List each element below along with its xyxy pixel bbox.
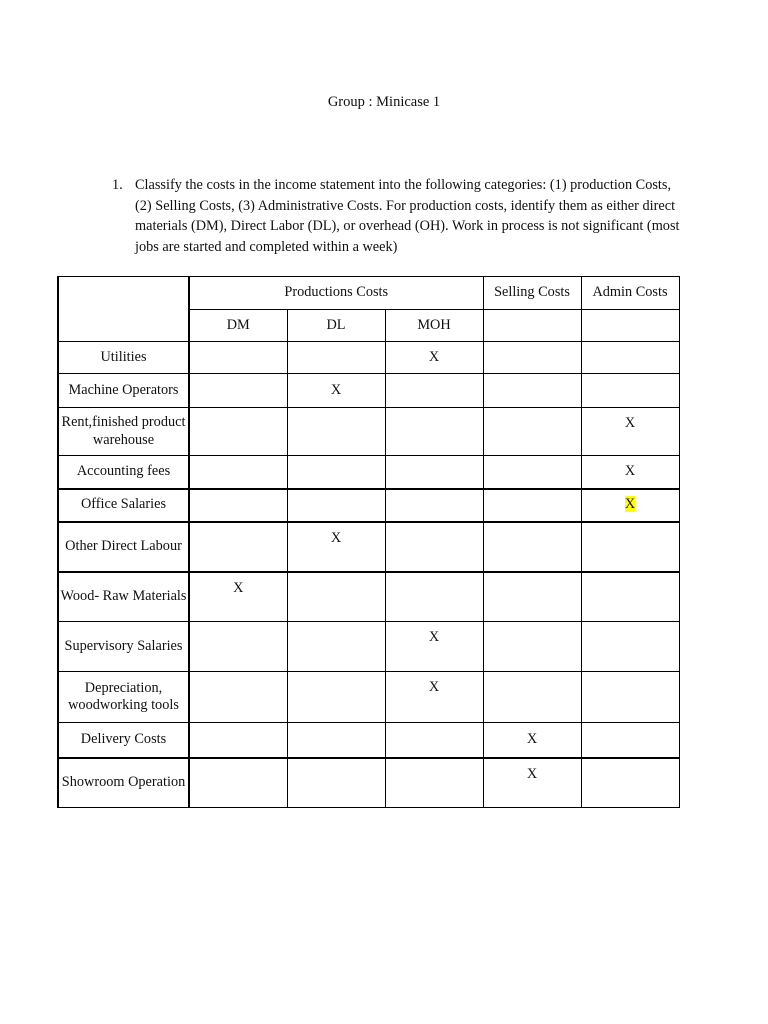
table-row: [58, 456, 679, 489]
row-label: Supervisory Salaries: [58, 622, 189, 672]
page-title: Group : Minicase 1: [327, 94, 441, 110]
row-label: Wood- Raw Materials: [58, 572, 189, 622]
subheader-moh: MOH: [385, 310, 483, 342]
cell-dl: [287, 489, 385, 522]
header-selling-costs: Selling Costs: [483, 277, 581, 310]
cell-admin: [581, 522, 679, 572]
cell-admin: X: [581, 408, 679, 456]
cell-admin: [581, 622, 679, 672]
cell-admin: [581, 489, 679, 522]
subheader-admin-empty: [581, 310, 679, 342]
cell-dl: [287, 456, 385, 489]
row-label: Other Direct Labour: [58, 522, 189, 572]
cell-moh: X: [385, 342, 483, 374]
table-header-row: [58, 277, 679, 310]
cell-dm: [189, 723, 287, 758]
row-label: Office Salaries: [58, 489, 189, 522]
cell-dm: [189, 342, 287, 374]
row-label: Depreciation, woodworking tools: [58, 672, 189, 723]
cell-selling: [483, 622, 581, 672]
cell-admin: [581, 342, 679, 374]
question-number: 1.: [112, 177, 123, 193]
cell-dl: [287, 342, 385, 374]
cell-dm: [189, 456, 287, 489]
cell-moh: [385, 408, 483, 456]
table-row: [58, 408, 679, 456]
cell-dm: [189, 374, 287, 408]
row-label: Rent,finished product warehouse: [58, 408, 189, 456]
cell-selling: [483, 408, 581, 456]
cell-selling: [483, 374, 581, 408]
cell-dl: [287, 723, 385, 758]
cell-admin: [581, 723, 679, 758]
cell-selling: [483, 672, 581, 723]
cell-dm: [189, 522, 287, 572]
cell-dm: X: [189, 572, 287, 622]
table-row: [58, 758, 679, 808]
cell-selling: [483, 522, 581, 572]
cell-moh: [385, 374, 483, 408]
cost-classification-table: [57, 276, 680, 808]
cell-moh: X: [385, 622, 483, 672]
cell-admin: [581, 758, 679, 808]
table-row: [58, 672, 679, 723]
header-corner-cell: [58, 277, 189, 342]
table-row: [58, 723, 679, 758]
table-row: [58, 522, 679, 572]
cell-dm: [189, 672, 287, 723]
cell-dl: X: [287, 374, 385, 408]
row-label: Utilities: [58, 342, 189, 374]
table-row: [58, 374, 679, 408]
cell-admin: [581, 374, 679, 408]
cell-dm: [189, 622, 287, 672]
cell-selling: [483, 489, 581, 522]
cell-moh: [385, 456, 483, 489]
cell-moh: [385, 758, 483, 808]
cell-selling: [483, 456, 581, 489]
cell-dl: [287, 408, 385, 456]
cell-admin: [581, 572, 679, 622]
cell-dl: [287, 758, 385, 808]
subheader-dl: DL: [287, 310, 385, 342]
cell-dl: [287, 622, 385, 672]
cell-moh: X: [385, 672, 483, 723]
cell-selling: [483, 572, 581, 622]
cell-admin: [581, 672, 679, 723]
cell-dm: [189, 489, 287, 522]
row-label: Delivery Costs: [58, 723, 189, 758]
question-text: Classify the costs in the income statement into the following categories: (1) production Costs, (2) Selling Costs, (3) Administrative Costs. For production costs, identify them as either direct materials (DM), Direct Labor (DL), or overhead (OH). Work in process is not significant (most jobs are started and completed within a week): [135, 177, 680, 255]
subheader-selling-empty: [483, 310, 581, 342]
header-production-costs: Productions Costs: [189, 277, 483, 310]
cell-dm: [189, 758, 287, 808]
table-row: [58, 489, 679, 522]
table-row: [58, 622, 679, 672]
cell-moh: [385, 572, 483, 622]
cell-moh: [385, 489, 483, 522]
cell-moh: [385, 723, 483, 758]
table-row: [58, 572, 679, 622]
highlighted-mark: X: [624, 496, 636, 513]
subheader-dm: DM: [189, 310, 287, 342]
row-label: Accounting fees: [58, 456, 189, 489]
cell-admin: X: [581, 456, 679, 489]
cell-dm: [189, 408, 287, 456]
cell-dl: [287, 672, 385, 723]
table-row: [58, 342, 679, 374]
cell-moh: [385, 522, 483, 572]
cell-selling: [483, 342, 581, 374]
cell-selling: X: [483, 758, 581, 808]
question-item: [112, 175, 682, 257]
header-admin-costs: Admin Costs: [581, 277, 679, 310]
cell-selling: X: [483, 723, 581, 758]
cell-dl: X: [287, 522, 385, 572]
cell-dl: [287, 572, 385, 622]
row-label: Machine Operators: [58, 374, 189, 408]
row-label: Showroom Operation: [58, 758, 189, 808]
